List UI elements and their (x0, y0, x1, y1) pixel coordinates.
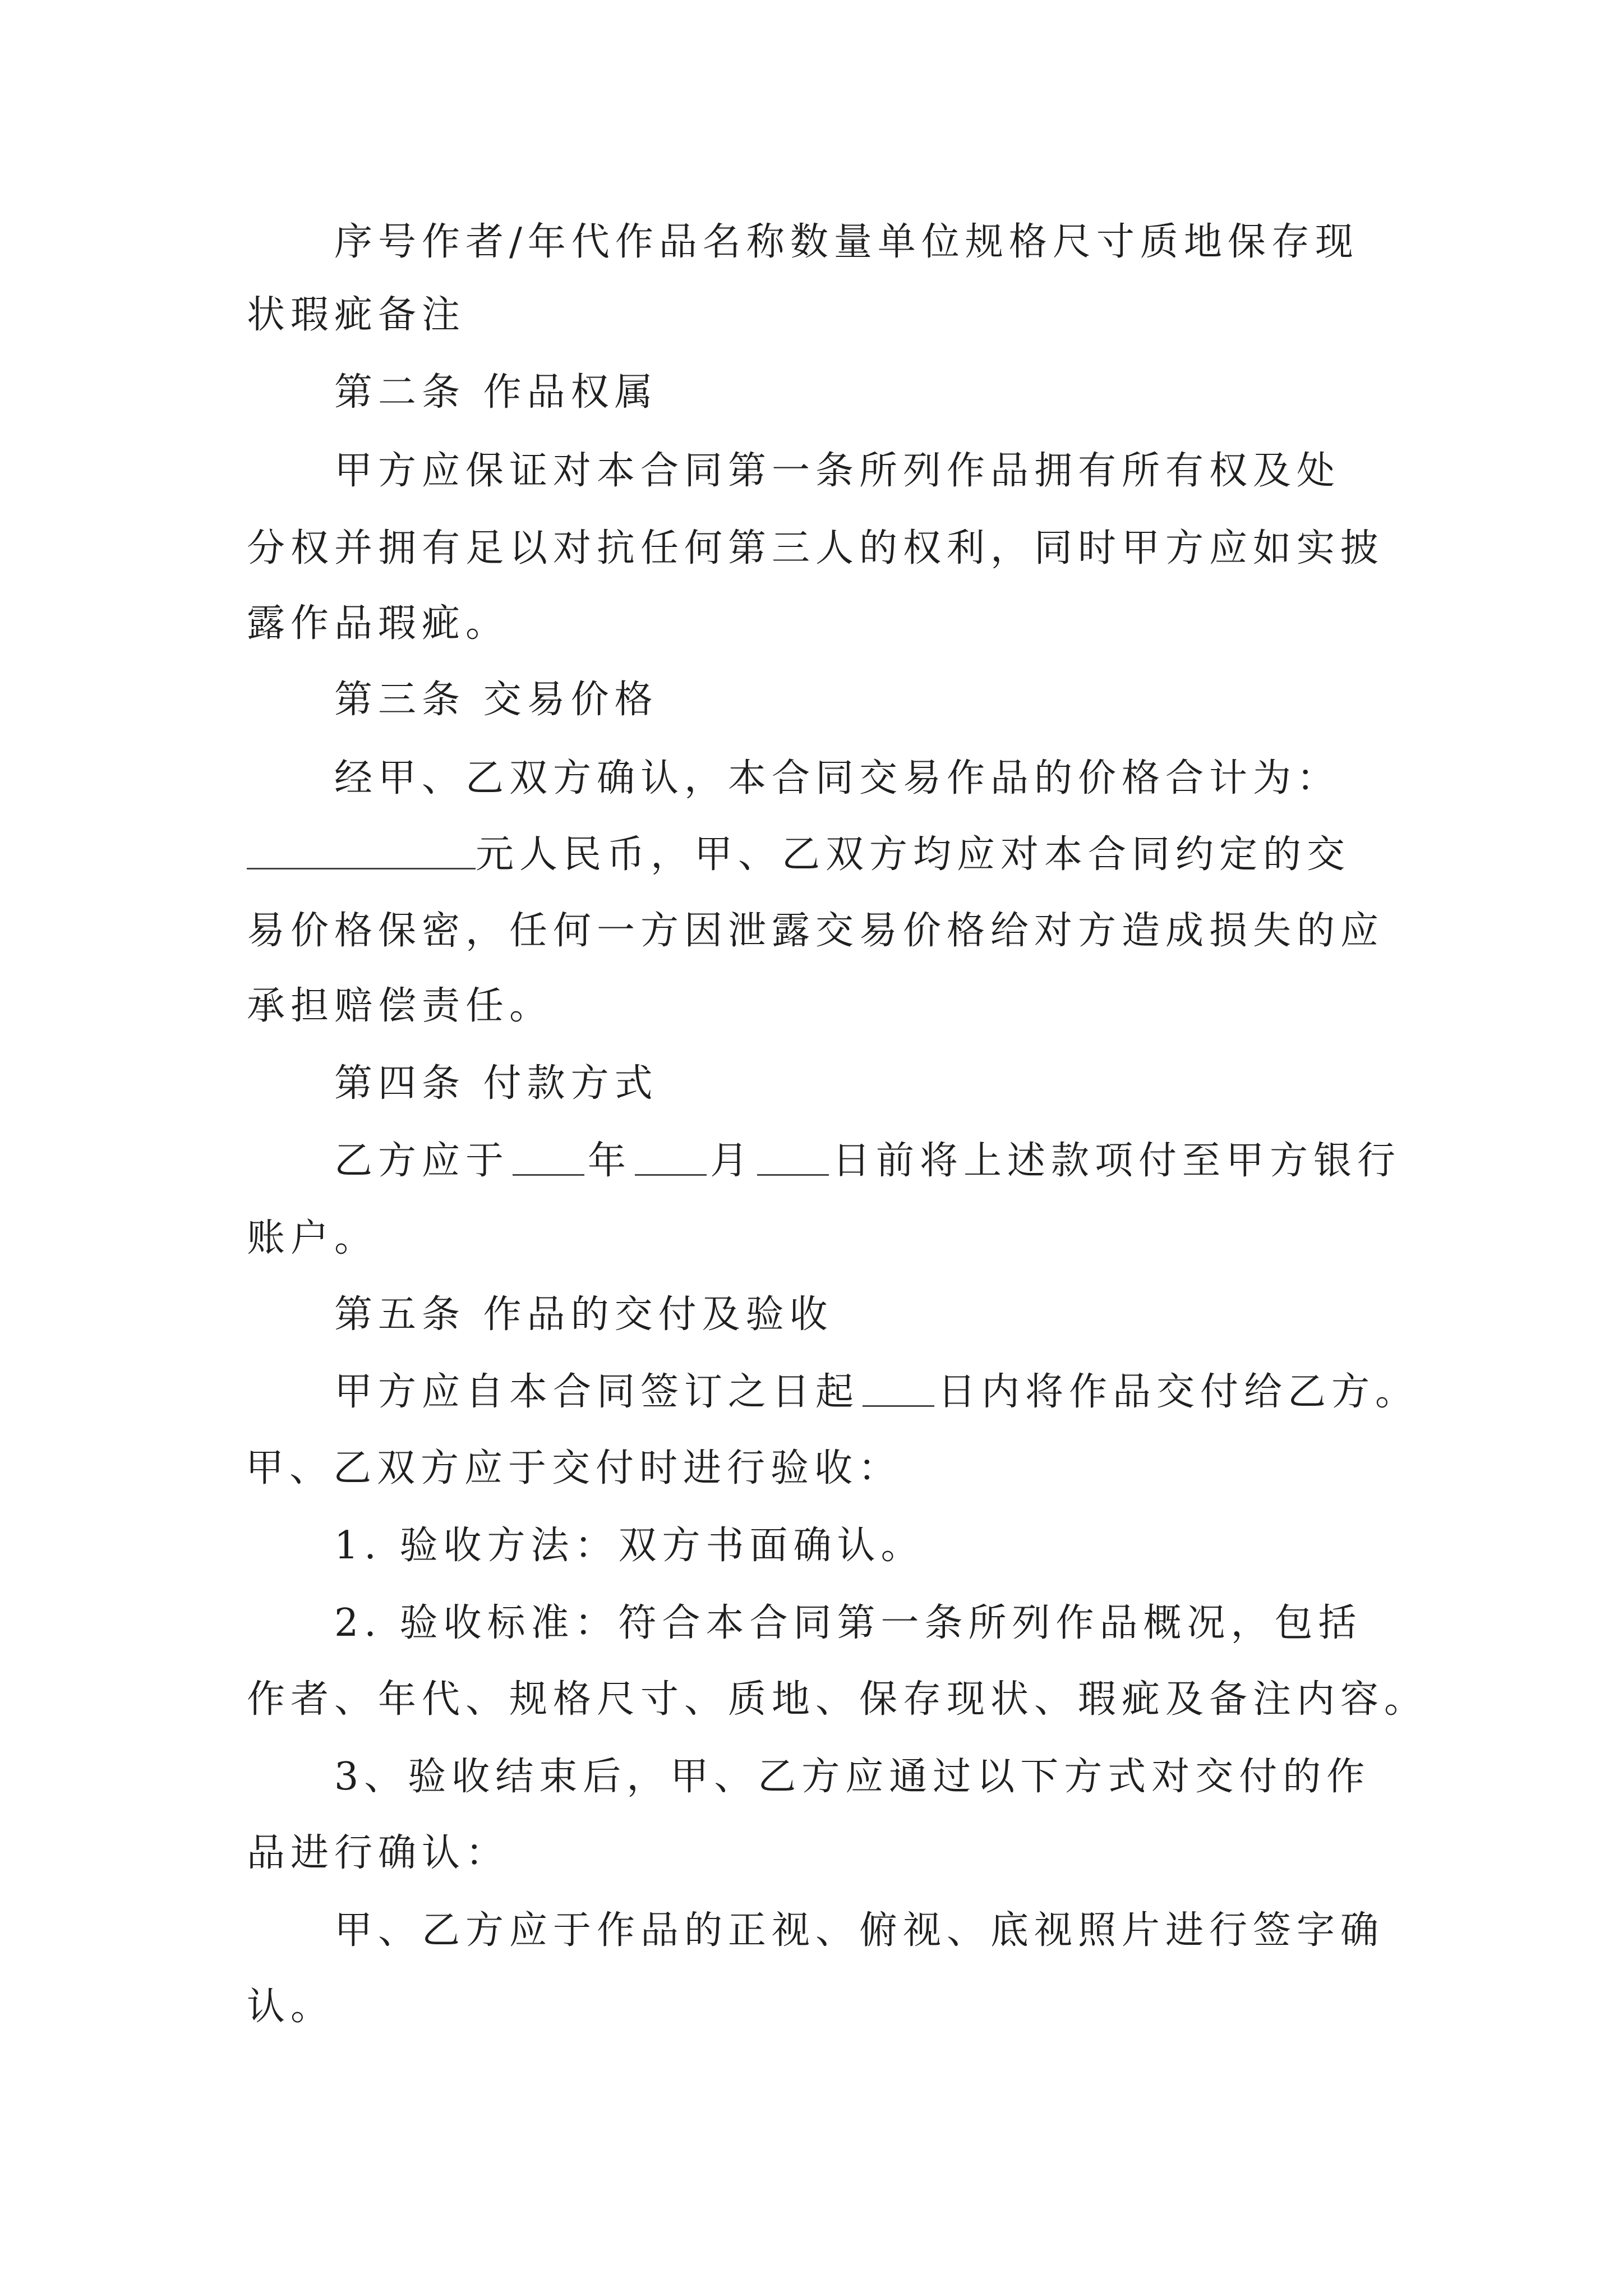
price-blank (247, 834, 476, 869)
article-3-line-2 (247, 832, 1350, 877)
article-3-line-3: 易价格保密，任何一方因泄露交易价格给对方造成损失的应 (247, 909, 1385, 953)
days-blank (863, 1372, 934, 1407)
article-2-line-2: 分权并拥有足以对抗任何第三人的权利，同时甲方应如实披 (247, 526, 1385, 570)
acceptance-item-1: 1. 验收方法：双方书面确认。 (334, 1524, 925, 1568)
article-5-text-a: 甲方应自本合同签订之日起 (334, 1370, 860, 1414)
acceptance-item-2-line-2: 作者、年代、规格尺寸、质地、保存现状、瑕疵及备注内容。 (247, 1677, 1428, 1722)
acceptance-item-3-line-1: 3、验收结束后，甲、乙方应通过以下方式对交付的作 (334, 1755, 1371, 1799)
article-4-text-a: 乙方应于 (334, 1139, 510, 1183)
header-fields-line-2: 状瑕疵备注 (247, 293, 466, 337)
acceptance-item-3-line-2: 品进行确认： (247, 1831, 510, 1875)
article-4-title: 第四条 付款方式 (334, 1061, 658, 1106)
article-5-line-1 (334, 1370, 1419, 1415)
photo-confirmation-line-2: 认。 (247, 1985, 335, 2029)
photo-confirmation-line-1: 甲、乙方应于作品的正视、俯视、底视照片进行签字确 (334, 1908, 1385, 1953)
article-4-text-c: 月 (710, 1139, 754, 1183)
article-4-text-d: 日前将上述款项付至甲方银行 (832, 1139, 1401, 1183)
article-3-line-1: 经甲、乙双方确认，本合同交易作品的价格合计为： (334, 756, 1341, 800)
article-4-line-2: 账户。 (247, 1216, 379, 1260)
day-blank (757, 1140, 829, 1176)
article-5-title: 第五条 作品的交付及验收 (334, 1292, 833, 1337)
article-5-text-b: 日内将作品交付给乙方。 (938, 1370, 1419, 1414)
article-5-line-2: 甲、乙双方应于交付时进行验收： (246, 1446, 902, 1490)
article-3-line-4: 承担赔偿责任。 (247, 984, 554, 1028)
article-3-title: 第三条 交易价格 (334, 678, 658, 722)
article-2-line-1: 甲方应保证对本合同第一条所列作品拥有所有权及处 (334, 449, 1341, 493)
year-blank (513, 1140, 584, 1176)
article-2-line-3: 露作品瑕疵。 (247, 601, 510, 646)
month-blank (635, 1140, 707, 1176)
article-4-line-1 (334, 1139, 1401, 1184)
article-2-title: 第二条 作品权属 (334, 370, 658, 415)
article-3-line-2-text: 元人民币，甲、乙双方均应对本合同约定的交 (476, 832, 1351, 877)
acceptance-item-2-line-1: 2. 验收标准：符合本合同第一条所列作品概况，包括 (334, 1601, 1362, 1645)
header-fields-line-1: 序号作者/年代作品名称数量单位规格尺寸质地保存现 (334, 220, 1359, 264)
article-4-text-b: 年 (588, 1139, 632, 1183)
